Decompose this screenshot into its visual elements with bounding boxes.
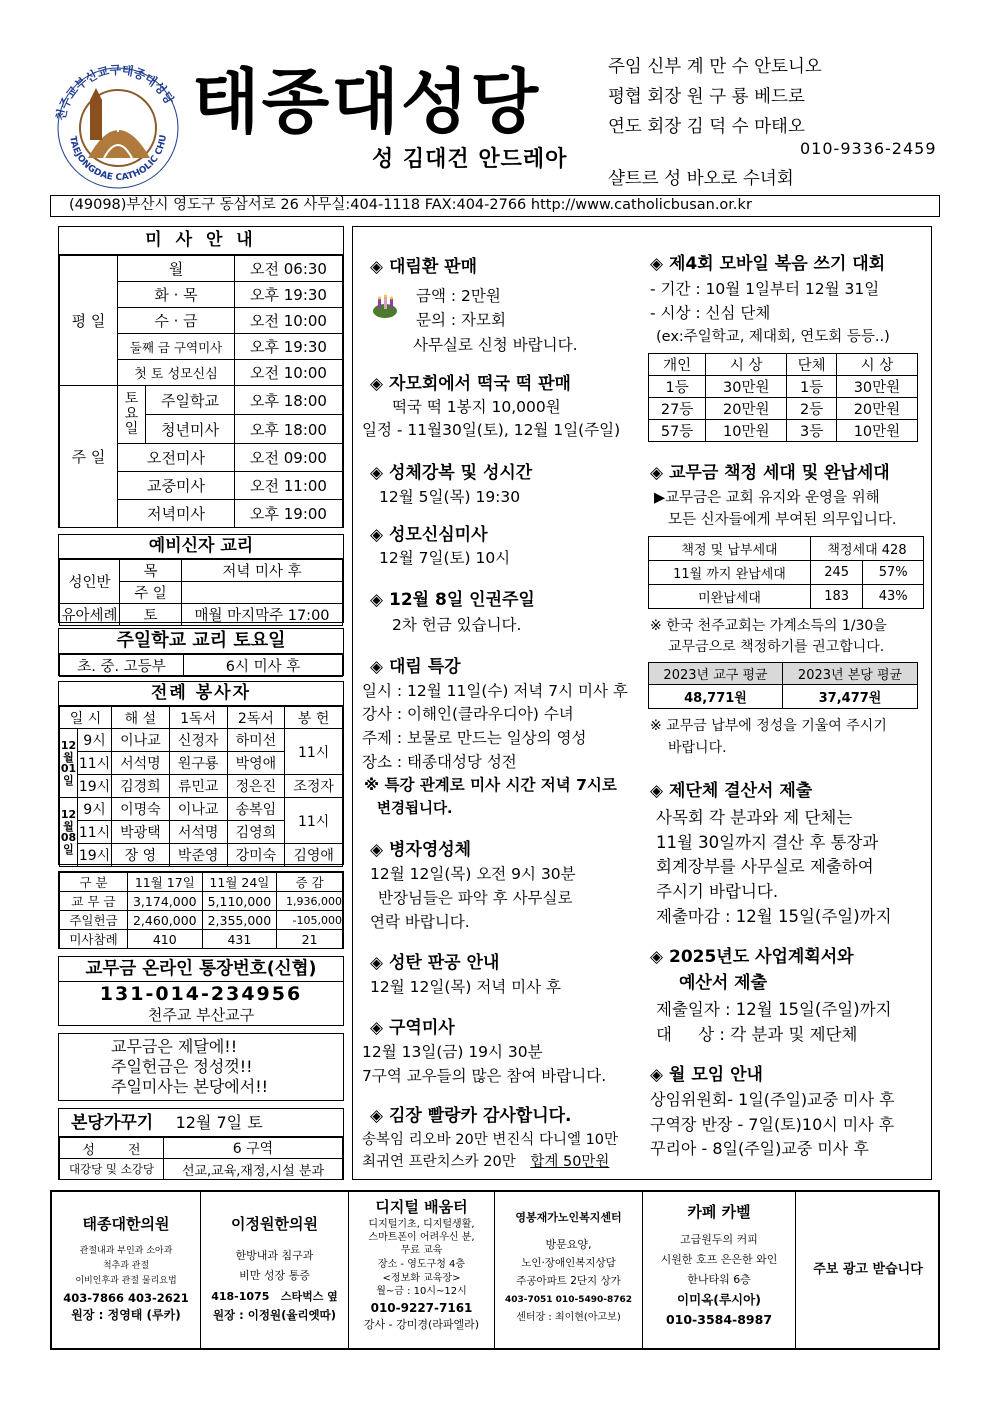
finance-cell: -105,000 bbox=[277, 911, 343, 930]
text-line: 변경됩니다. bbox=[377, 801, 453, 817]
account-owner: 천주교 부산교구 bbox=[147, 1006, 255, 1024]
sunday-school-title: 주일학교 교리 토요일 bbox=[59, 629, 343, 654]
liturgy-cell: 강미숙 bbox=[227, 844, 285, 867]
ad-line: 비만 성장 통증 bbox=[239, 1269, 310, 1282]
section-title: ◈ 월 모임 안내 bbox=[650, 1065, 763, 1085]
section-title: ◈ 12월 8일 인권주일 bbox=[370, 590, 535, 610]
text-line: 회계장부를 사무실로 제출하여 bbox=[656, 857, 874, 876]
liturgy-cell: 조정자 bbox=[285, 775, 343, 798]
text-line: ※ 교무금 납부에 정성을 기울여 주시기 bbox=[650, 718, 887, 734]
infant-time: 매월 마지막주 17:00 bbox=[182, 604, 343, 626]
text-line: ※ 특강 관계로 미사 시간 저녁 7시로 bbox=[364, 776, 617, 794]
liturgy-box bbox=[58, 681, 344, 865]
liturgy-cell: 장 영 bbox=[112, 844, 170, 867]
text-line: 금액 : 2만원 bbox=[416, 287, 501, 305]
mass-title: 미 사 안 내 bbox=[59, 227, 343, 255]
ad-phone: 403-7866 403-2621 bbox=[63, 1291, 189, 1305]
infant-label: 유아세례 bbox=[60, 604, 120, 626]
ad-line: 디지털기초, 디지털생활, bbox=[368, 1219, 475, 1230]
text-line: 장소 : 태종대성당 성전 bbox=[362, 753, 517, 771]
section-title: ◈ 성탄 판공 안내 bbox=[370, 953, 500, 973]
ad-cafe-kabel bbox=[643, 1200, 795, 1330]
text-line: 구역장 반장 - 7일(토)10시 미사 후 bbox=[650, 1115, 895, 1134]
liturgy-cell: 신정자 bbox=[169, 729, 227, 752]
ad-line: 월~금 : 10시~12시 bbox=[376, 1286, 467, 1297]
text-line-wrap bbox=[362, 1150, 609, 1171]
saturday-label: 토 요 일 bbox=[118, 386, 146, 444]
prize-cell: 30만원 bbox=[836, 376, 917, 398]
ad-digital-school bbox=[349, 1196, 494, 1332]
slogan-line: 주일헌금은 정성껏!! bbox=[111, 1057, 253, 1076]
slogan-line: 교무금은 제달에!! bbox=[111, 1037, 238, 1056]
finance-cell: 미사참례 bbox=[60, 930, 128, 949]
text-line: 사무실로 신청 바랍니다. bbox=[413, 336, 578, 354]
finance-header: 구 분 bbox=[60, 873, 128, 892]
account-title: 교무금 온라인 통장번호(신협) bbox=[59, 957, 343, 982]
decor-date: 12월 7일 토 bbox=[175, 1113, 263, 1132]
ad-line: 척추과 관절 bbox=[102, 1261, 150, 1271]
svg-text:천주교부산교구태종대성당: 천주교부산교구태종대성당 bbox=[53, 62, 177, 122]
average-header: 2023년 본당 평균 bbox=[783, 663, 918, 685]
prize-cell: 1등 bbox=[787, 376, 837, 398]
liturgy-cell: 하미선 bbox=[227, 729, 285, 752]
staff-pastor: 주임 신부 계 만 수 안토니오 bbox=[608, 57, 822, 77]
finance-cell: 주일헌금 bbox=[60, 911, 128, 930]
sunday-school-who: 초. 중. 고등부 bbox=[60, 655, 184, 677]
mass-time: 오전 10:00 bbox=[235, 360, 343, 386]
mass-time: 오후 19:30 bbox=[235, 334, 343, 360]
ad-phone: 403-7051 010-5490-8762 bbox=[504, 1295, 633, 1305]
mass-day: 수 · 금 bbox=[118, 308, 235, 334]
liturgy-cell: 김경희 bbox=[112, 775, 170, 798]
prize-cell: 시 상 bbox=[706, 354, 787, 376]
liturgy-cell: 류민교 bbox=[169, 775, 227, 798]
mass-time: 오후 18:00 bbox=[235, 415, 343, 444]
prize-cell: 1등 bbox=[649, 376, 706, 398]
finance-header: 증 감 bbox=[277, 873, 343, 892]
section-title: ◈ 자모회에서 떡국 떡 판매 bbox=[370, 374, 571, 394]
ad-title: 디지털 배움터 bbox=[375, 1198, 468, 1216]
staff-phone: 010-9336-2459 bbox=[800, 139, 937, 158]
catechumen-title: 예비신자 교리 bbox=[59, 535, 343, 559]
finance-header: 11월 17일 bbox=[128, 873, 203, 892]
prize-cell: 20만원 bbox=[836, 398, 917, 420]
account-number: 131-014-234956 bbox=[99, 983, 303, 1005]
text-line: 상임위원회- 1일(주일)교중 미사 후 bbox=[650, 1090, 895, 1109]
ad-line: 노인·장애인복지상담 bbox=[521, 1257, 616, 1269]
mass-schedule bbox=[58, 226, 344, 528]
ad-title: 주보 광고 받습니다 bbox=[813, 1262, 923, 1277]
liturgy-cell: 정은진 bbox=[227, 775, 285, 798]
infant-day: 토 bbox=[120, 604, 182, 626]
mass-day: 둘째 금 구역미사 bbox=[118, 334, 235, 360]
ad-line: 관절내과 부인과 소아과 bbox=[79, 1246, 173, 1256]
text-line: 떡국 떡 1봉지 10,000원 bbox=[392, 398, 561, 416]
liturgy-cell: 원구룡 bbox=[169, 752, 227, 775]
text-line: 12월 5일(목) 19:30 bbox=[379, 488, 521, 506]
ad-line: 스마트폰이 어려우신 분, bbox=[368, 1232, 475, 1243]
average-value: 37,477원 bbox=[783, 685, 918, 709]
finance-box bbox=[58, 871, 344, 949]
text-line: 강사 : 이해인(클라우디아) 수녀 bbox=[362, 705, 574, 723]
ad-title: 카페 카벨 bbox=[687, 1203, 751, 1221]
decor-place: 성 전 bbox=[60, 1138, 164, 1159]
average-header: 2023년 교구 평균 bbox=[649, 663, 783, 685]
liturgy-header: 일 시 bbox=[60, 707, 112, 729]
text-line: 주제 : 보물로 만드는 일상의 영성 bbox=[362, 729, 587, 747]
mass-time: 오전 06:30 bbox=[235, 256, 343, 282]
section-title: ◈ 대림환 판매 bbox=[370, 257, 478, 277]
finance-cell: 1,936,000 bbox=[277, 892, 343, 911]
tithe-table bbox=[648, 536, 924, 609]
tithe-cell: 책정 및 납부세대 bbox=[649, 537, 811, 561]
liturgy-cell: 이나교 bbox=[112, 729, 170, 752]
prize-table bbox=[648, 353, 918, 442]
prize-cell: 2등 bbox=[787, 398, 837, 420]
section-title: ◈ 성모신심미사 bbox=[370, 525, 488, 545]
ad-title: 이정원한의원 bbox=[231, 1215, 318, 1233]
finance-cell: 교 무 금 bbox=[60, 892, 128, 911]
text-line: 사목회 각 분과와 제 단체는 bbox=[656, 808, 853, 827]
text-line: 11월 30일까지 결산 후 통장과 bbox=[656, 833, 879, 852]
text-line: - 기간 : 10월 1일부터 12월 31일 bbox=[650, 280, 880, 298]
prize-cell: 20만원 bbox=[706, 398, 787, 420]
ad-line: 이비인후과 관절 물리요법 bbox=[75, 1276, 177, 1286]
staff-yeondo: 연도 회장 김 덕 수 마태오 bbox=[608, 117, 805, 137]
staff-council: 평협 회장 원 구 룡 베드로 bbox=[608, 87, 805, 107]
ad-owner: 원장 : 정영태 (루카) bbox=[71, 1308, 181, 1322]
slogan-line: 주일미사는 본당에서!! bbox=[111, 1077, 269, 1096]
church-title: 태종대성당 bbox=[192, 61, 541, 143]
account-box bbox=[58, 956, 344, 1026]
liturgy-date: 12 월 01 일 bbox=[60, 729, 78, 798]
liturgy-cell: 11시 bbox=[78, 752, 112, 775]
ad-clinic-taejongdae bbox=[52, 1212, 200, 1323]
liturgy-header: 2독서 bbox=[227, 707, 285, 729]
liturgy-cell: 11시 bbox=[285, 798, 343, 844]
ad-line: 주공아파트 2단지 상가 bbox=[516, 1275, 621, 1287]
finance-cell: 21 bbox=[277, 930, 343, 949]
ad-owner: 센터장 : 최이현(아고보) bbox=[516, 1312, 621, 1323]
section-title: ◈ 제단체 결산서 제출 bbox=[650, 781, 813, 801]
text-line: 12월 12일(목) 오전 9시 30분 bbox=[370, 865, 576, 883]
text-line: 7구역 교우들의 많은 참여 바랍니다. bbox=[362, 1067, 607, 1085]
text-line: (ex:주일학교, 제대회, 연도회 등등..) bbox=[656, 329, 890, 345]
decor-place: 대강당 및 소강당 bbox=[60, 1159, 164, 1180]
ad-phone: 010-9227-7161 bbox=[370, 1301, 473, 1315]
slogan-box bbox=[58, 1033, 344, 1101]
decor-group: 6 구역 bbox=[164, 1138, 343, 1159]
liturgy-cell: 11시 bbox=[285, 729, 343, 775]
prize-cell: 30만원 bbox=[706, 376, 787, 398]
ad-line: 장소 - 영도구청 4층 bbox=[377, 1259, 466, 1270]
sunday-label: 주 일 bbox=[60, 386, 118, 528]
mass-day: 첫 토 성모신심 bbox=[118, 360, 235, 386]
mass-time: 오후 19:30 bbox=[235, 282, 343, 308]
tithe-cell: 43% bbox=[863, 585, 924, 609]
mass-day: 화 · 목 bbox=[118, 282, 235, 308]
finance-cell: 2,355,000 bbox=[202, 911, 277, 930]
mass-day: 저녁미사 bbox=[118, 500, 235, 528]
address-bar: (49098)부산시 영도구 동삼서로 26 사무실:404-1118 FAX:404-2766 http://www.catholicbusan.or.kr bbox=[50, 195, 940, 217]
liturgy-cell: 김영희 bbox=[227, 821, 285, 844]
average-value: 48,771원 bbox=[649, 685, 783, 709]
ad-owner: 원장 : 이정원(율리엣따) bbox=[212, 1308, 337, 1322]
mass-time: 오후 18:00 bbox=[235, 386, 343, 415]
text-line: 제출일자 : 12월 15일(주일)까지 bbox=[656, 1000, 892, 1019]
prize-cell: 10만원 bbox=[836, 420, 917, 442]
adult-label: 성인반 bbox=[60, 560, 120, 604]
svg-text:TAEJONGDAE CATHOLIC CHURCH: TAEJONGDAE CATHOLIC CHU bbox=[67, 134, 170, 184]
prize-cell: 단체 bbox=[787, 354, 837, 376]
text-line: 교무금으로 책정하기를 권고합니다. bbox=[668, 639, 885, 655]
decor-group: 선교,교육,재정,시설 분과 bbox=[164, 1159, 343, 1180]
liturgy-cell: 19시 bbox=[78, 844, 112, 867]
ad-title: 영봉재가노인복지센터 bbox=[515, 1211, 622, 1224]
ad-phone: 418-1075 스타벅스 옆 bbox=[211, 1290, 338, 1303]
text-line: 12월 12일(목) 저녁 미사 후 bbox=[370, 978, 562, 996]
finance-cell: 5,110,000 bbox=[202, 892, 277, 911]
mass-time: 오전 09:00 bbox=[235, 444, 343, 472]
catechumen-box bbox=[58, 534, 344, 623]
text-line: 문의 : 자모회 bbox=[416, 311, 506, 329]
ad-line: 방문요양, bbox=[545, 1238, 592, 1251]
ad-title: 태종대한의원 bbox=[82, 1215, 170, 1233]
text-line: 연락 바랍니다. bbox=[370, 913, 470, 931]
tithe-cell: 183 bbox=[811, 585, 863, 609]
church-logo bbox=[52, 62, 184, 194]
text-line: 일시 : 12월 11일(수) 저녁 7시 미사 후 bbox=[362, 682, 628, 700]
advent-wreath-image bbox=[372, 294, 398, 320]
finance-cell: 3,174,000 bbox=[128, 892, 203, 911]
liturgy-cell: 박영애 bbox=[227, 752, 285, 775]
tithe-cell: 245 bbox=[811, 561, 863, 585]
tithe-cell: 책정세대 428 bbox=[811, 537, 924, 561]
tithe-cell: 57% bbox=[863, 561, 924, 585]
ad-line: 고급원두의 커피 bbox=[680, 1233, 758, 1246]
text-line: 모든 신자들에게 부여된 의무입니다. bbox=[668, 512, 897, 528]
section-title: ◈ 2025년도 사업계획서와 bbox=[650, 947, 854, 967]
mass-day: 청년미사 bbox=[146, 415, 235, 444]
finance-cell: 2,460,000 bbox=[128, 911, 203, 930]
liturgy-header: 봉 헌 bbox=[285, 707, 343, 729]
mass-time: 오전 11:00 bbox=[235, 472, 343, 500]
ad-placeholder bbox=[796, 1262, 940, 1277]
finance-header: 11월 24일 bbox=[202, 873, 277, 892]
liturgy-cell: 이나교 bbox=[169, 798, 227, 821]
mass-time: 오전 10:00 bbox=[235, 308, 343, 334]
sunday-school-box bbox=[58, 628, 344, 676]
text-line: 대 상 : 각 분과 및 제단체 bbox=[656, 1025, 858, 1044]
liturgy-cell: 박준영 bbox=[169, 844, 227, 867]
text-line: ※ 한국 천주교회는 가계소득의 1/30을 bbox=[650, 618, 887, 634]
liturgy-cell: 박광택 bbox=[112, 821, 170, 844]
text-line: 12월 13일(금) 19시 30분 bbox=[362, 1043, 543, 1061]
mass-day: 월 bbox=[118, 256, 235, 282]
text-line: 바랍니다. bbox=[668, 740, 727, 756]
sunday-school-time: 6시 미사 후 bbox=[184, 655, 343, 677]
sisters: 샬트르 성 바오로 수녀회 bbox=[608, 169, 794, 189]
finance-cell: 431 bbox=[202, 930, 277, 949]
section-title: ◈ 교무금 책정 세대 및 완납세대 bbox=[650, 463, 890, 483]
liturgy-cell: 송복임 bbox=[227, 798, 285, 821]
weekday-label: 평 일 bbox=[60, 256, 118, 386]
section-title: ◈ 김장 빨랑카 감사합니다. bbox=[370, 1106, 572, 1126]
tithe-cell: 미완납세대 bbox=[649, 585, 811, 609]
tithe-cell: 11월 까지 완납세대 bbox=[649, 561, 811, 585]
prize-cell: 시 상 bbox=[836, 354, 917, 376]
ad-line: 한방내과 침구과 bbox=[235, 1249, 314, 1262]
text-line: 제출마감 : 12월 15일(주일)까지 bbox=[656, 907, 892, 926]
mass-time: 오후 19:00 bbox=[235, 500, 343, 528]
section-title: 예산서 제출 bbox=[679, 973, 768, 993]
section-title: ◈ 성체강복 및 성시간 bbox=[370, 463, 533, 483]
liturgy-cell: 서석명 bbox=[112, 752, 170, 775]
text-line: - 시상 : 신심 단체 bbox=[650, 304, 771, 322]
text-line: 2차 헌금 있습니다. bbox=[392, 616, 522, 634]
text-line: 송복임 리오바 20만 변진식 다니엘 10만 bbox=[362, 1132, 619, 1148]
prize-cell: 개인 bbox=[649, 354, 706, 376]
prize-cell: 10만원 bbox=[706, 420, 787, 442]
prize-cell: 27등 bbox=[649, 398, 706, 420]
liturgy-title: 전례 봉사자 bbox=[59, 682, 343, 706]
text-line: 12월 7일(토) 10시 bbox=[379, 549, 511, 567]
ad-owner: 강사 - 강미경(라파엘라) bbox=[363, 1318, 480, 1331]
mass-day: 오전미사 bbox=[118, 444, 235, 472]
liturgy-cell: 이명숙 bbox=[112, 798, 170, 821]
text-line: 반장님들은 파악 후 사무실로 bbox=[378, 889, 573, 907]
section-title: ◈ 병자영성체 bbox=[370, 840, 472, 860]
liturgy-date: 12 월 08 일 bbox=[60, 798, 78, 867]
adult-day: 주 일 bbox=[120, 582, 182, 604]
ad-phone: 이미옥(루시아) bbox=[677, 1292, 761, 1307]
liturgy-header: 1독서 bbox=[169, 707, 227, 729]
text-line: 일정 - 11월30일(토), 12월 1일(주일) bbox=[362, 421, 621, 439]
liturgy-cell: 11시 bbox=[78, 821, 112, 844]
prize-cell: 3등 bbox=[787, 420, 837, 442]
ad-line: 한나타워 6층 bbox=[687, 1273, 751, 1286]
decor-title: 본당가꾸기 bbox=[71, 1113, 154, 1133]
staff-list bbox=[608, 52, 822, 142]
liturgy-header: 해 설 bbox=[112, 707, 170, 729]
mass-day: 교중미사 bbox=[118, 472, 235, 500]
tithe-average-table bbox=[648, 662, 918, 709]
decor-box bbox=[58, 1108, 344, 1180]
liturgy-cell: 김영애 bbox=[285, 844, 343, 867]
section-title: ◈ 제4회 모바일 복음 쓰기 대회 bbox=[650, 254, 886, 274]
church-patron: 성 김대건 안드레아 bbox=[372, 147, 568, 172]
liturgy-cell: 서석명 bbox=[169, 821, 227, 844]
ad-welfare-center bbox=[495, 1208, 642, 1326]
ad-line: 시원한 호프 은은한 와인 bbox=[660, 1253, 778, 1266]
finance-cell: 410 bbox=[128, 930, 203, 949]
liturgy-cell: 19시 bbox=[78, 775, 112, 798]
text-line: 주시기 바랍니다. bbox=[656, 882, 779, 901]
text-line: 최귀연 프란치스카 20만 bbox=[362, 1154, 516, 1170]
ad-line: <정보화 교육장> bbox=[382, 1273, 461, 1284]
text-line: ▶교무금은 교회 유지와 운영을 위해 bbox=[654, 490, 880, 506]
liturgy-cell: 9시 bbox=[78, 729, 112, 752]
adult-day: 목 bbox=[120, 560, 182, 582]
prize-cell: 57등 bbox=[649, 420, 706, 442]
ad-line: 무료 교육 bbox=[400, 1245, 443, 1256]
mass-day: 주일학교 bbox=[146, 386, 235, 415]
ad-clinic-leejungwon bbox=[201, 1212, 348, 1323]
section-title: ◈ 구역미사 bbox=[370, 1018, 455, 1038]
ad-owner: 010-3584-8987 bbox=[665, 1312, 773, 1327]
text-line: 꾸리아 - 8일(주일)교중 미사 후 bbox=[650, 1139, 869, 1158]
total-amount: 합계 50만원 bbox=[530, 1154, 610, 1170]
section-title: ◈ 대림 특강 bbox=[370, 657, 461, 677]
liturgy-cell: 9시 bbox=[78, 798, 112, 821]
adult-time: 저녁 미사 후 bbox=[182, 560, 343, 582]
